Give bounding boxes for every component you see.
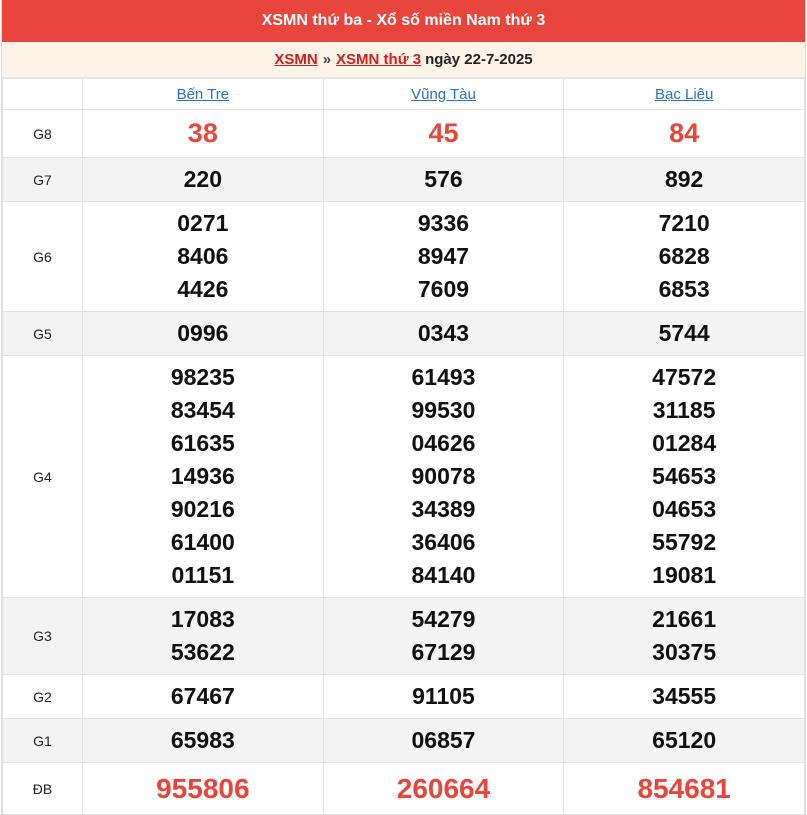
province-header-bac-lieu xyxy=(564,79,805,110)
prize-row-g8 xyxy=(3,110,805,158)
province-header-ben-tre xyxy=(83,79,324,110)
prize-cell xyxy=(323,202,564,312)
prize-label: G1 xyxy=(3,719,83,763)
prize-number: 576 xyxy=(424,166,463,192)
prize-number: 83454 xyxy=(170,397,235,423)
prize-cell xyxy=(83,356,324,598)
prize-cell xyxy=(83,719,324,763)
prize-cell xyxy=(323,110,564,158)
prize-number: 06857 xyxy=(411,727,476,753)
prize-number: 67467 xyxy=(170,683,235,709)
breadcrumb-link-xsmn[interactable]: XSMN xyxy=(274,51,318,68)
prize-number: 53622 xyxy=(170,639,235,665)
prize-number: 892 xyxy=(664,166,704,192)
prize-cell xyxy=(83,763,324,815)
prize-row-g6 xyxy=(3,202,805,312)
prize-number: 0343 xyxy=(417,320,470,346)
prize-row-g7 xyxy=(3,158,805,202)
header-empty-cell xyxy=(3,79,83,110)
prize-row-g1 xyxy=(3,719,805,763)
prize-cell xyxy=(323,719,564,763)
prize-cell xyxy=(323,312,564,356)
prize-number: 17083 xyxy=(170,606,235,632)
prize-label: G2 xyxy=(3,675,83,719)
prize-number: 55792 xyxy=(652,529,717,555)
prize-number: 45 xyxy=(428,118,459,148)
prize-number: 854681 xyxy=(637,773,731,804)
prize-number: 34555 xyxy=(652,683,717,709)
prize-number: 65983 xyxy=(170,727,235,753)
prize-number: 84140 xyxy=(411,562,476,588)
prize-number: 61635 xyxy=(170,430,235,456)
prize-number: 04626 xyxy=(411,430,476,456)
prize-number: 31185 xyxy=(652,397,716,423)
province-link-ben-tre[interactable]: Bến Tre xyxy=(176,85,230,103)
prize-number: 47572 xyxy=(652,364,717,390)
prize-cell xyxy=(564,110,805,158)
prize-number: 98235 xyxy=(170,364,235,390)
breadcrumb-date: 22-7-2025 xyxy=(464,51,533,68)
province-link-vung-tau[interactable]: Vũng Tàu xyxy=(411,85,476,103)
prize-cell xyxy=(83,158,324,202)
prize-number: 54279 xyxy=(411,606,476,632)
prize-number: 0996 xyxy=(177,320,229,346)
prize-label: G7 xyxy=(3,158,83,202)
page-title-text: XSMN thứ ba - Xổ số miền Nam thứ 3 xyxy=(261,12,546,29)
prize-number: 220 xyxy=(183,166,223,192)
province-header-vung-tau xyxy=(323,79,564,110)
prize-number: 7210 xyxy=(658,210,710,236)
prize-cell xyxy=(323,598,564,675)
prize-row-g3 xyxy=(3,598,805,675)
prize-number: 01151 xyxy=(171,562,235,588)
prize-cell xyxy=(564,312,805,356)
prize-number: 6853 xyxy=(658,276,710,302)
province-header-row xyxy=(3,79,805,110)
prize-number: 01284 xyxy=(652,430,717,456)
breadcrumb-link-xsmn-thu-3[interactable]: XSMN thứ 3 xyxy=(336,51,422,68)
breadcrumb xyxy=(2,42,805,78)
prize-number: 67129 xyxy=(411,639,476,665)
prize-number: 260664 xyxy=(396,773,491,804)
prize-cell xyxy=(564,675,805,719)
prize-number: 21661 xyxy=(652,606,717,632)
results-table xyxy=(2,78,805,815)
prize-number: 30375 xyxy=(652,639,717,665)
prize-number: 5744 xyxy=(658,320,710,346)
prize-number: 6828 xyxy=(658,243,710,269)
prize-number: 19081 xyxy=(652,562,717,588)
prize-cell xyxy=(564,158,805,202)
prize-number: 91105 xyxy=(412,683,475,709)
prize-number: 65120 xyxy=(652,727,717,753)
prize-number: 0271 xyxy=(177,210,229,236)
prize-cell xyxy=(83,675,324,719)
page-title xyxy=(2,0,805,42)
prize-label: ĐB xyxy=(3,763,83,815)
prize-number: 36406 xyxy=(411,529,476,555)
prize-number: 38 xyxy=(187,118,218,148)
prize-number: 90078 xyxy=(411,463,476,489)
prize-cell xyxy=(323,158,564,202)
prize-number: 61400 xyxy=(170,529,235,555)
prize-number: 84 xyxy=(669,118,700,148)
prize-number: 04653 xyxy=(652,496,717,522)
prize-row-g2 xyxy=(3,675,805,719)
prize-number: 34389 xyxy=(411,496,476,522)
prize-number: 54653 xyxy=(652,463,717,489)
prize-number: 8947 xyxy=(417,243,470,269)
prize-number: 9336 xyxy=(417,210,470,236)
prize-row-đb xyxy=(3,763,805,815)
prize-row-g5 xyxy=(3,312,805,356)
prize-number: 955806 xyxy=(156,773,250,804)
province-link-bac-lieu[interactable]: Bạc Liêu xyxy=(654,85,714,103)
prize-number: 14936 xyxy=(170,463,235,489)
prize-number: 7609 xyxy=(417,276,470,302)
breadcrumb-separator: » xyxy=(322,51,332,68)
prize-label: G5 xyxy=(3,312,83,356)
prize-cell xyxy=(564,719,805,763)
prize-cell xyxy=(83,110,324,158)
prize-cell xyxy=(564,763,805,815)
prize-cell xyxy=(83,598,324,675)
prize-row-g4 xyxy=(3,356,805,598)
prize-number: 61493 xyxy=(411,364,476,390)
prize-number: 8406 xyxy=(177,243,229,269)
prize-label: G8 xyxy=(3,110,83,158)
prize-label: G3 xyxy=(3,598,83,675)
prize-cell xyxy=(564,598,805,675)
prize-number: 4426 xyxy=(177,276,229,302)
prize-cell xyxy=(323,356,564,598)
prize-cell xyxy=(323,675,564,719)
prize-cell xyxy=(83,312,324,356)
prize-label: G6 xyxy=(3,202,83,312)
prize-cell xyxy=(564,202,805,312)
prize-cell xyxy=(564,356,805,598)
prize-cell xyxy=(323,763,564,815)
prize-cell xyxy=(83,202,324,312)
breadcrumb-date-prefix: ngày xyxy=(425,51,461,68)
results-panel xyxy=(1,0,806,815)
prize-number: 90216 xyxy=(170,496,235,522)
prize-number: 99530 xyxy=(411,397,476,423)
prize-label: G4 xyxy=(3,356,83,598)
